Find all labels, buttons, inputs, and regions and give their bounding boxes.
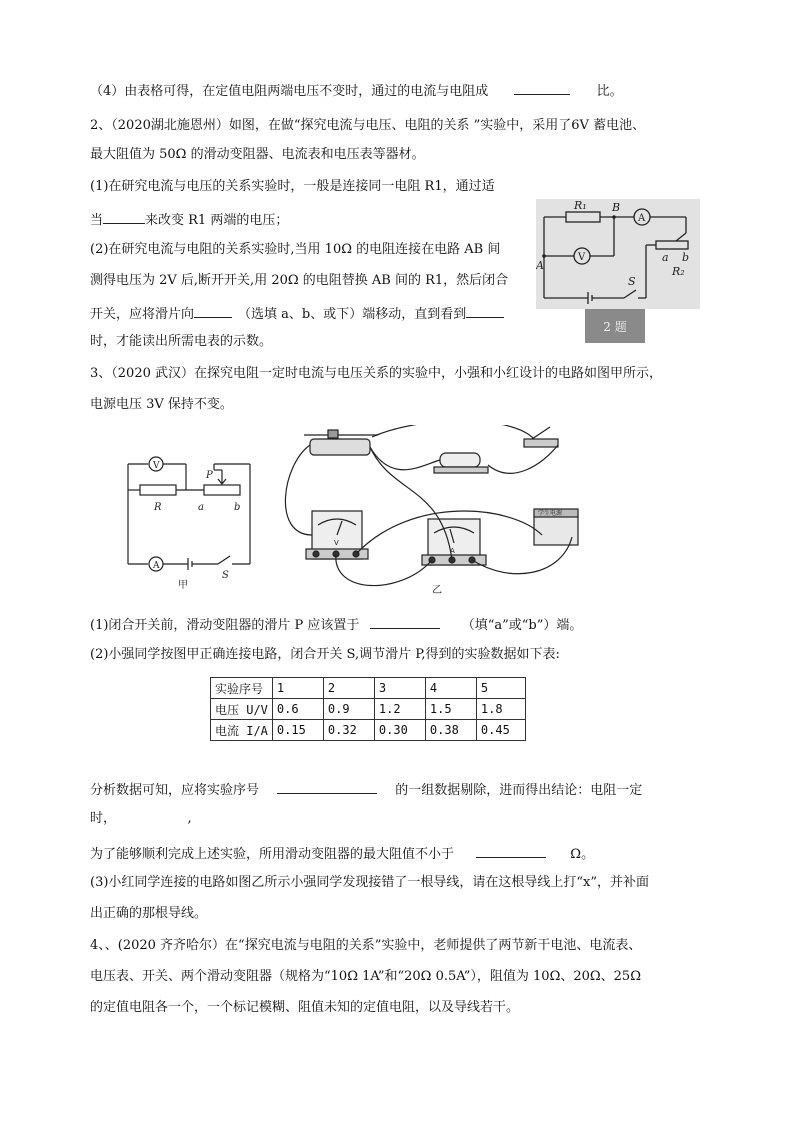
table-cell: 3 xyxy=(374,678,425,699)
q4-title: 4、、(2020 齐齐哈尔）在“探究电流与电阻的关系”实验中，老师提供了两节新干电池、电流表、 xyxy=(90,938,642,953)
table-cell: 0.9 xyxy=(323,699,374,720)
table-cell: 4 xyxy=(425,678,476,699)
circuit-figure-q2 xyxy=(536,199,700,309)
q2-part2: (2)在研究电流与电阻的关系实验时,当用 10Ω 的电阻连接在电路 AB 间 xyxy=(90,242,501,257)
q2-part2-cont: 测得电压为 2V 后,断开开关,用 20Ω 的电阻替换 AB 间的 R1，然后闭合 xyxy=(90,273,509,288)
q3-analysis: 分析数据可知，应将实验序号 的一组数据剔除，进而得出结论：电阻一定 xyxy=(90,779,642,800)
q3-conclusion: 时， , xyxy=(90,811,192,826)
table-cell: 0.32 xyxy=(323,720,374,741)
answer-blank[interactable] xyxy=(277,779,377,794)
ammeter-symbol: A xyxy=(638,213,646,224)
table-cell: 1.8 xyxy=(476,699,525,720)
voltmeter-symbol: V xyxy=(153,461,160,471)
answer-blank[interactable] xyxy=(370,614,440,629)
q4-line: 电压表、开关、两个滑动变阻器（规格为“10Ω 1A”和“20Ω 0.5A”），阻值为 10Ω、20Ω、25Ω xyxy=(90,969,641,984)
q3-part3: (3)小红同学连接的电路如图乙所示小强同学发现接错了一根导线，请在这根导线上打“x”，并补面 xyxy=(90,875,650,890)
q2-title: 2、（2020湖北施恩州）如图，在做“探究电流与电压、电阻的关系 ”实验中，采用了6V 蓄电池、 xyxy=(90,118,646,133)
q3-rheostat: 为了能够顺利完成上述实验，所用滑动变阻器的最大阻值不小于 Ω。 xyxy=(90,843,594,864)
table-cell: 1.2 xyxy=(374,699,425,720)
answer-blank[interactable] xyxy=(476,843,546,858)
label-r2: R₂ xyxy=(672,265,685,278)
table-row xyxy=(211,699,526,720)
table-cell: 0.30 xyxy=(374,720,425,741)
label-b: B xyxy=(612,201,621,214)
q2-part1: (1)在研究电流与电压的关系实验时，一般是连接同一电阻 R1，通过适 xyxy=(90,179,495,194)
table-cell: 电压 U/V xyxy=(211,699,273,720)
table-cell: 5 xyxy=(476,678,525,699)
label-yi: 乙 xyxy=(432,585,442,596)
label-jia: 甲 xyxy=(178,580,188,591)
answer-blank[interactable] xyxy=(194,303,232,318)
voltmeter-face-letter: V xyxy=(334,539,339,547)
q3-line: 电源电压 3V 保持不变。 xyxy=(90,397,233,412)
label-a: a xyxy=(198,502,204,513)
data-table xyxy=(210,677,526,741)
ammeter-symbol: A xyxy=(153,561,160,571)
label-a: a xyxy=(662,251,669,264)
label-b-end: b xyxy=(682,251,690,264)
table-cell: 2 xyxy=(323,678,374,699)
q2-part1-cont: 当 来改变 R1 两端的电压； xyxy=(90,209,288,230)
label-b: b xyxy=(234,502,241,513)
label-r: R xyxy=(154,502,162,513)
supply-label: 学生电源 xyxy=(538,510,563,517)
label-s: S xyxy=(222,570,229,581)
table-cell: 0.45 xyxy=(476,720,525,741)
table-cell: 1.5 xyxy=(425,699,476,720)
label-p: P xyxy=(206,470,213,481)
q2-part2-end: 时，才能读出所需电表的示数。 xyxy=(90,334,273,349)
table-row xyxy=(211,720,526,741)
label-s: S xyxy=(628,275,636,288)
table-cell: 实验序号 xyxy=(211,678,273,699)
table-cell: 0.6 xyxy=(272,699,323,720)
q3-part1: (1)闭合开关前，滑动变阻器的滑片 P 应该置于 （填“a”或“b”）端。 xyxy=(90,614,582,635)
figure-caption: 2 题 xyxy=(585,309,645,343)
answer-blank[interactable] xyxy=(466,303,504,318)
table-row xyxy=(211,678,526,699)
circuit-diagram-jia xyxy=(118,450,258,595)
table-cell: 电流 I/A xyxy=(211,720,273,741)
table-cell: 1 xyxy=(272,678,323,699)
answer-blank[interactable] xyxy=(514,80,570,95)
label-a-node: A xyxy=(536,259,544,272)
q3-part3-cont: 出正确的那根导线。 xyxy=(90,906,208,921)
q3-title: 3、（2020 武汉）在探究电阻一定时电流与电压关系的实验中，小强和小红设计的电路如图甲所示， xyxy=(90,366,662,381)
table-cell: 0.15 xyxy=(272,720,323,741)
table-cell: 0.38 xyxy=(425,720,476,741)
q4-statement: （4）由表格可得，在定值电阻两端电压不变时，通过的电流与电阻成 比。 xyxy=(90,80,623,101)
q4-line-end: 的定值电阻各一个，一个标记模糊、阻值未知的定值电阻，以及导线若干。 xyxy=(90,1000,520,1015)
q2-line: 最大阻值为 50Ω 的滑动变阻器、电流表和电压表等器材。 xyxy=(90,147,425,162)
circuit-photo-yi xyxy=(272,425,602,600)
q2-part2-cont2: 开关，应将滑片向 （选填 a、b、或下）端移动，直到看到 xyxy=(90,303,504,324)
voltmeter-symbol: V xyxy=(578,252,586,263)
label-r1: R₁ xyxy=(574,199,587,212)
answer-blank[interactable] xyxy=(103,209,145,224)
ammeter-face-letter: A xyxy=(450,547,455,555)
q3-part2: (2)小强同学按图甲正确连接电路，闭合开关 S,调节滑片 P,得到的实验数据如下表: xyxy=(90,647,560,662)
